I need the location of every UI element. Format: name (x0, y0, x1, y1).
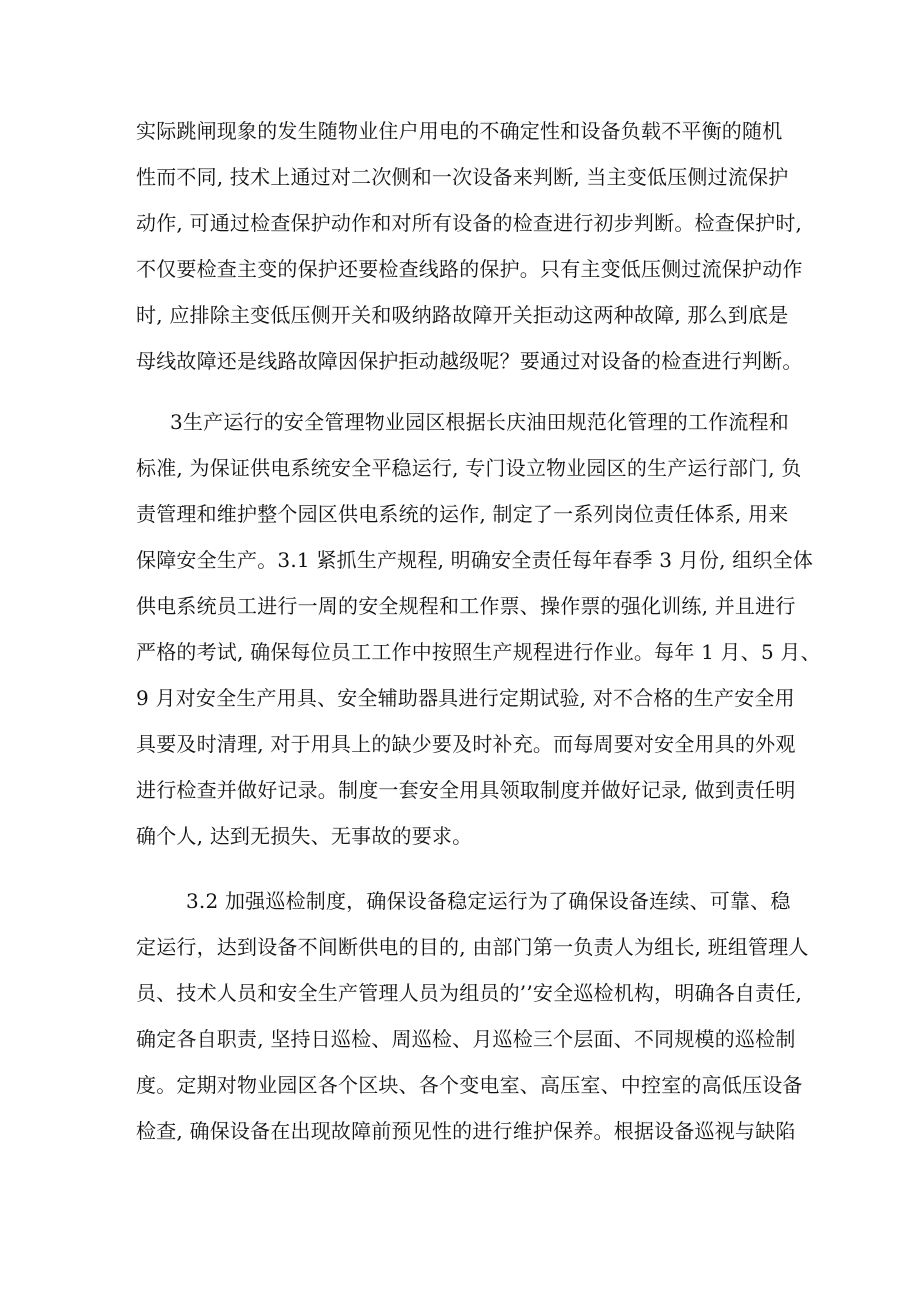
text-line: 定运行，达到设备不间断供电的目的, 由部门第一负责人为组长, 班组管理人 (136, 935, 809, 959)
text-line: 3.2 加强巡检制度，确保设备稳定运行为了确保设备连续、可靠、稳 (186, 889, 791, 913)
text-line: 检查, 确保设备在出现故障前预见性的进行维护保养。根据设备巡视与缺陷 (136, 1119, 796, 1143)
text-line: 度。定期对物业园区各个区块、各个变电室、高压室、中控室的高低压设备 (136, 1073, 803, 1097)
text-line: 具要及时清理, 对于用具上的缺少要及时补充。而每周要对安全用具的外观 (136, 732, 796, 756)
text-line: 不仅要检查主变的保护还要检查线路的保护。只有主变低压侧过流保护动作 (136, 257, 803, 281)
text-line: 进行检查并做好记录。制度一套安全用具领取制度并做好记录, 做到责任明 (136, 778, 796, 802)
text-line: 性而不同, 技术上通过对二次侧和一次设备来判断, 当主变低压侧过流保护 (136, 165, 789, 189)
text-line: 确个人, 达到无损失、无事故的要求。 (136, 824, 473, 848)
text-line: 时, 应排除主变低压侧开关和吸纳路故障开关拒动这两种故障, 那么到底是 (136, 303, 789, 327)
text-line: 3生产运行的安全管理物业园区根据长庆油田规范化管理的工作流程和 (170, 410, 789, 434)
text-line: 员、技术人员和安全生产管理人员为组员的’’安全巡检机构，明确各自责任, (136, 981, 803, 1005)
text-line: 保障安全生产。3.1 紧抓生产规程, 明确安全责任每年春季 3 月份, 组织全体 (136, 548, 814, 572)
text-line: 严格的考试, 确保每位员工工作中按照生产规程进行作业。每年 1 月、5 月、 (136, 640, 821, 664)
text-line: 实际跳闸现象的发生随物业住户用电的不确定性和设备负载不平衡的随机 (136, 119, 783, 143)
text-line: 标准, 为保证供电系统安全平稳运行, 专门设立物业园区的生产运行部门, 负 (136, 456, 802, 480)
text-line: 供电系统员工进行一周的安全规程和工作票、操作票的强化训练, 并且进行 (136, 594, 796, 618)
text-line: 动作, 可通过检查保护动作和对所有设备的检查进行初步判断。检查保护时, (136, 211, 803, 235)
text-line: 9 月对安全生产用具、安全辅助器具进行定期试验, 对不合格的生产安全用 (136, 686, 795, 710)
text-line: 确定各自职责, 坚持日巡检、周巡检、月巡检三个层面、不同规模的巡检制 (136, 1027, 796, 1051)
text-line: 责管理和维护整个园区供电系统的运作, 制定了一系列岗位责任体系, 用来 (136, 502, 789, 526)
text-line: 母线故障还是线路故障因保护拒动越级呢？要通过对设备的检查进行判断。 (136, 349, 803, 373)
